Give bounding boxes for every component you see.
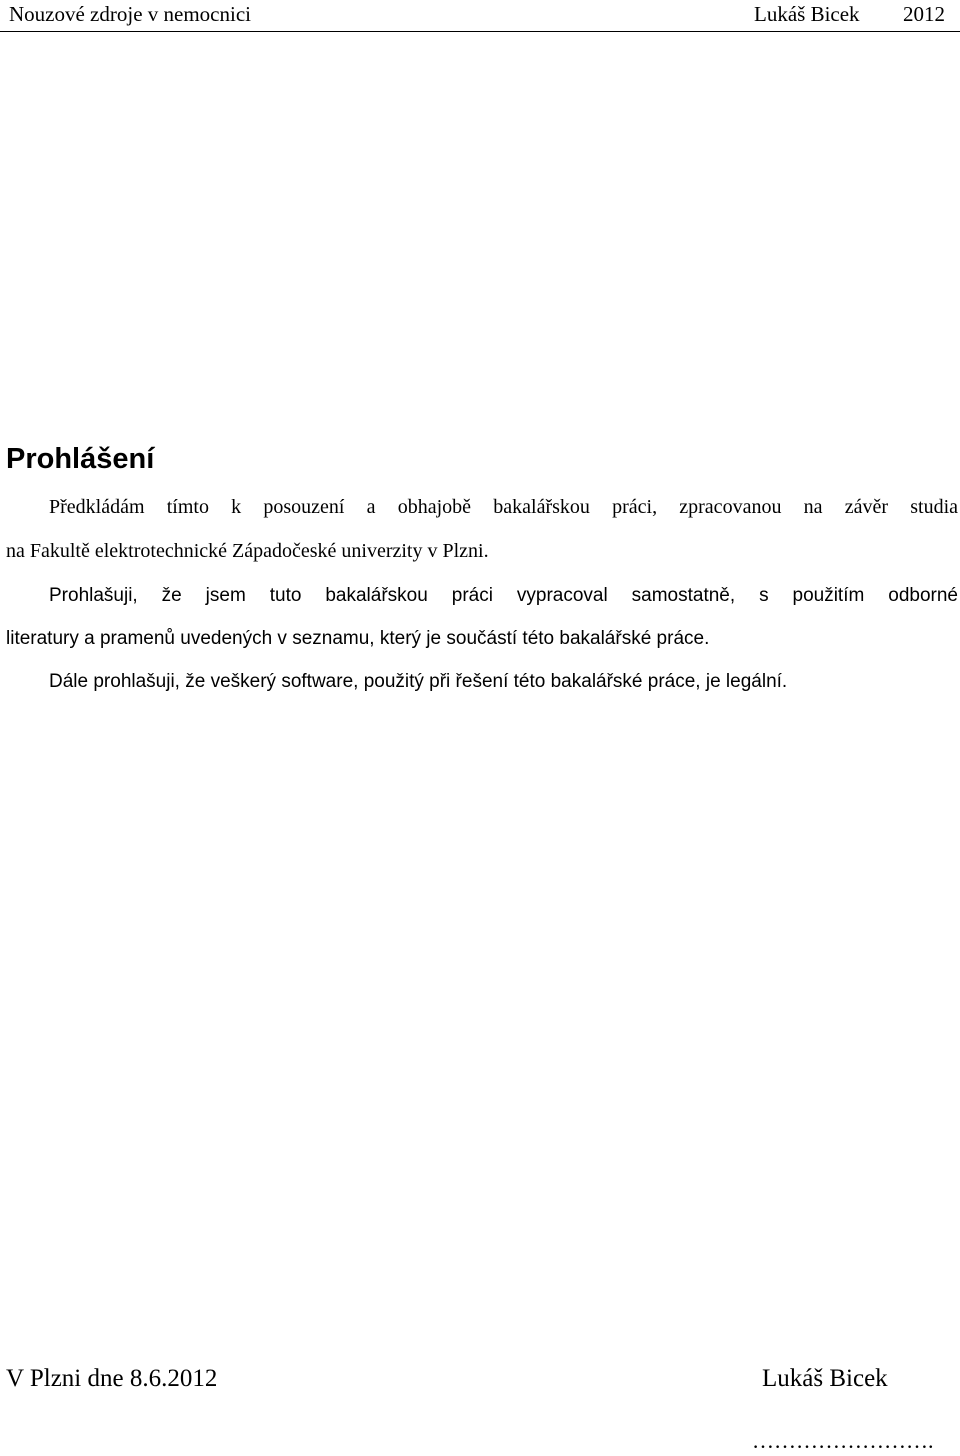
header-document-title: Nouzové zdroje v nemocnici <box>9 2 251 26</box>
header-year: 2012 <box>903 2 945 26</box>
signature-name: Lukáš Bicek <box>762 1365 888 1392</box>
signature-place-date: V Plzni dne 8.6.2012 <box>6 1365 218 1392</box>
header-author: Lukáš Bicek <box>754 2 860 26</box>
declaration-line-1: Předkládám tímto k posouzení a obhajobě bakalářskou práci, zpracovanou na závěr studia <box>49 496 958 518</box>
signature-line: ……………………. <box>752 1428 934 1453</box>
page-heading: Prohlášení <box>6 443 155 475</box>
declaration-line-3: Prohlašuji, že jsem tuto bakalářskou práci vypracoval samostatně, s použitím odborné <box>49 585 958 606</box>
running-header <box>0 0 960 32</box>
declaration-line-2: na Fakultě elektrotechnické Západočeské univerzity v Plzni. <box>6 540 489 562</box>
declaration-line-5: Dále prohlašuji, že veškerý software, použitý při řešení této bakalářské práce, je legální. <box>49 671 788 692</box>
declaration-line-4: literatury a pramenů uvedených v seznamu, který je součástí této bakalářské práce. <box>6 628 710 649</box>
